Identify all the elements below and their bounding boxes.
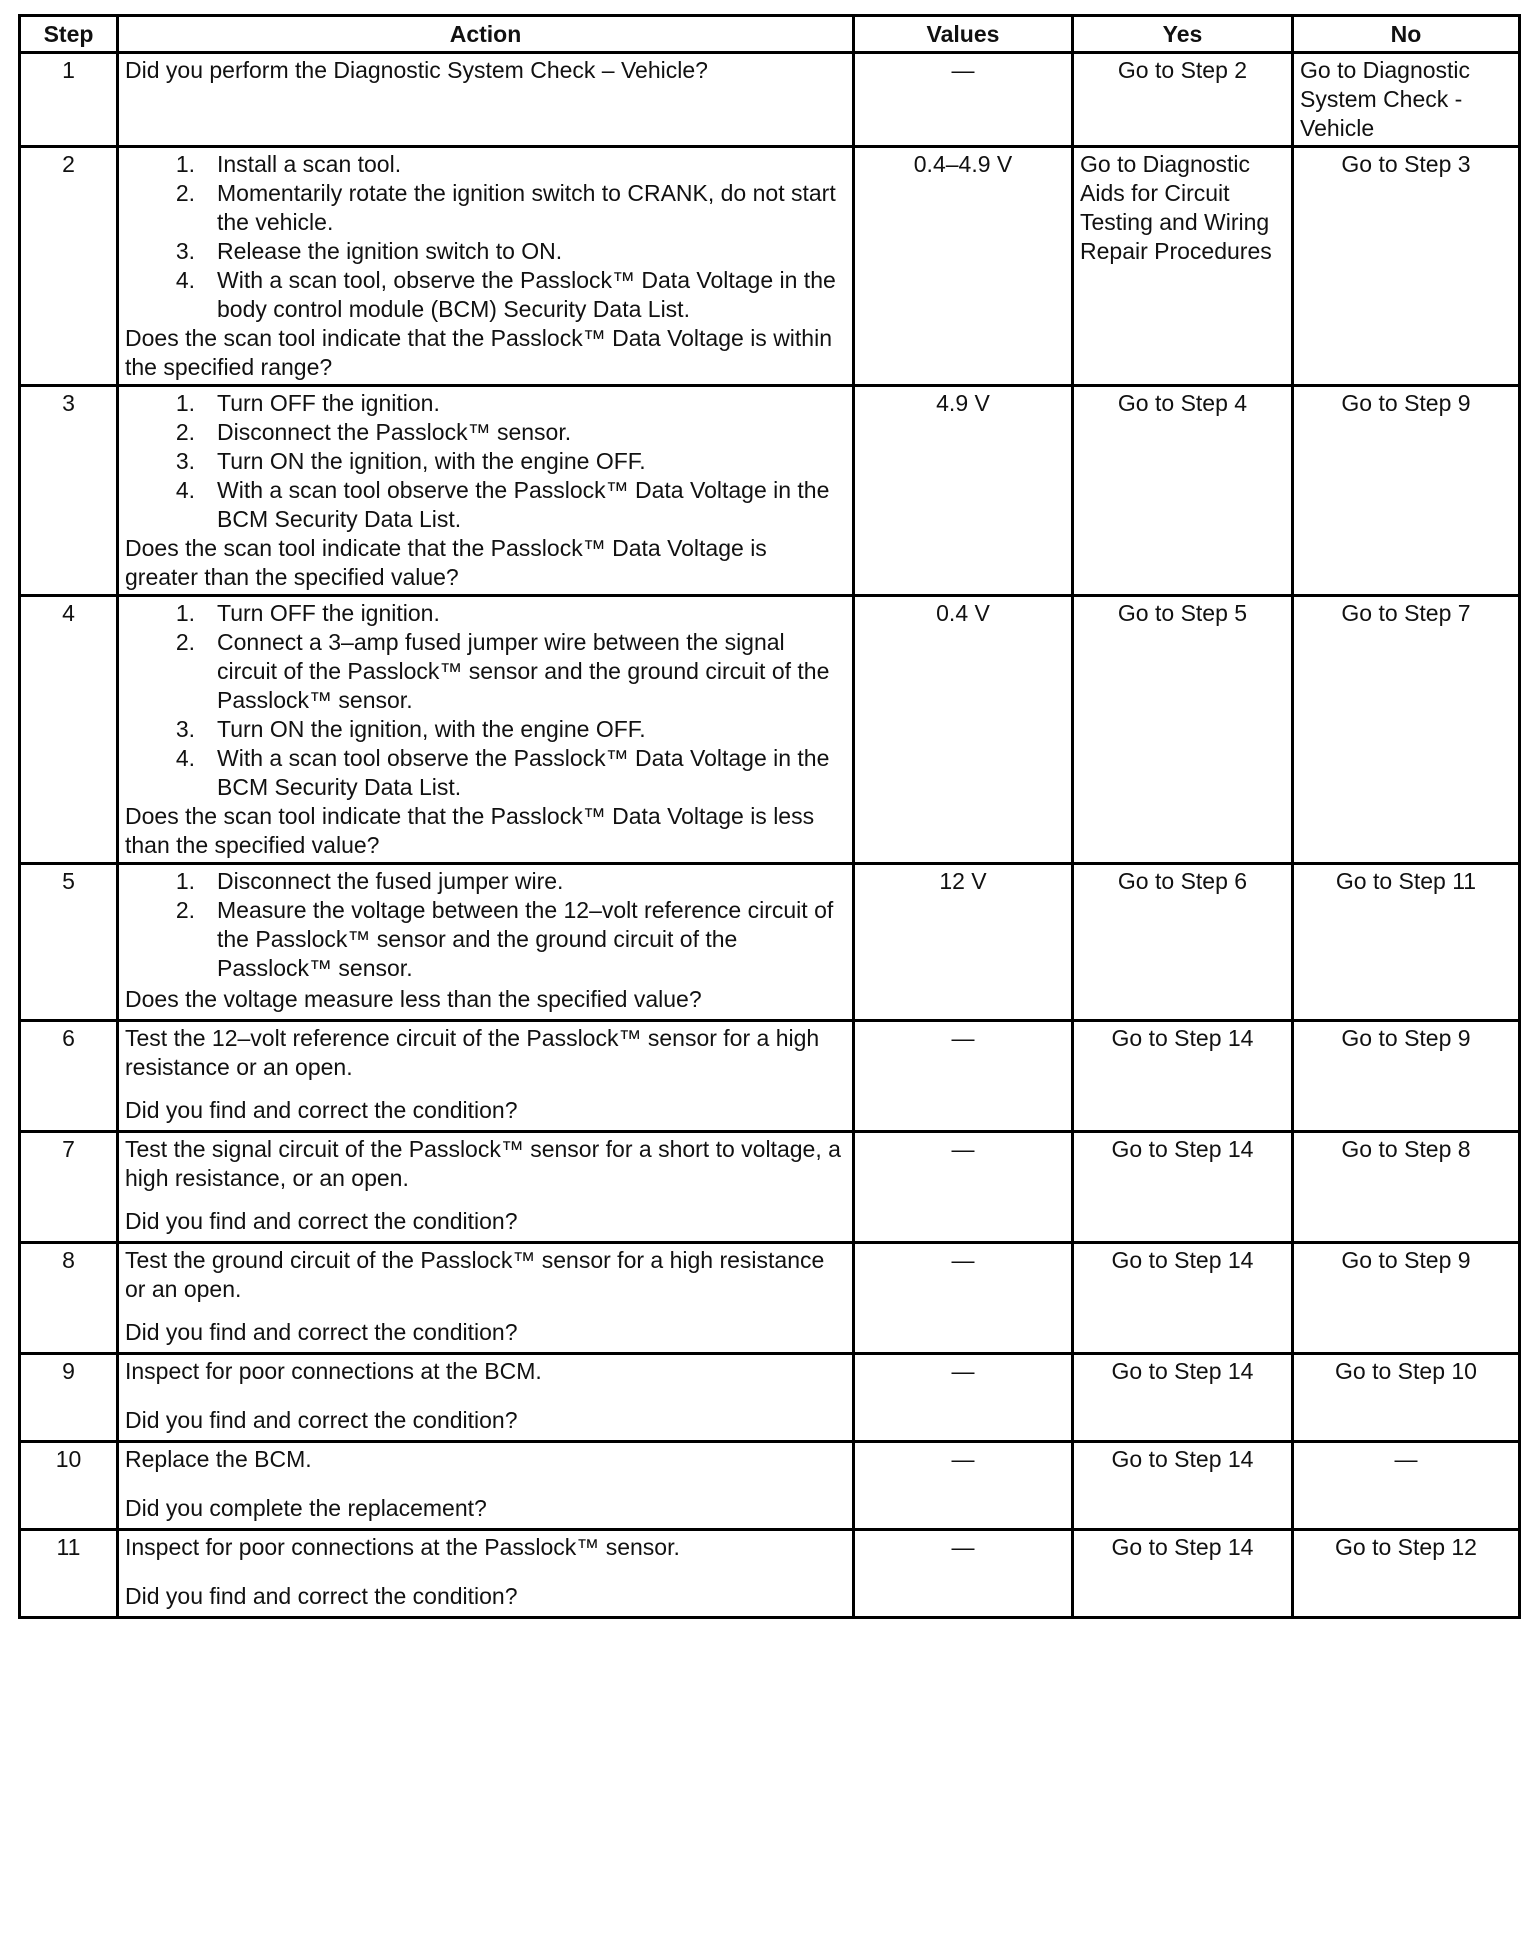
spec-value: — [854, 53, 1073, 147]
table-body [20, 53, 1520, 1618]
table-row [20, 1354, 1520, 1442]
action-question: Did you find and correct the condition? [125, 1583, 518, 1609]
no-result: Go to Step 9 [1293, 1243, 1520, 1354]
procedure-item-number: 2. [175, 419, 195, 445]
action-text: Test the 12–volt reference circuit of the Passlock™ sensor for a high resistance or an open. [125, 1025, 820, 1080]
action-text: Test the signal circuit of the Passlock™ sensor for a short to voltage, a high resistance, or an open. [125, 1136, 841, 1191]
procedure-item-text: Turn ON the ignition, with the engine OFF. [217, 448, 646, 474]
no-result: Go to Step 8 [1293, 1132, 1520, 1243]
table-row [20, 53, 1520, 147]
procedure-item [175, 476, 846, 534]
action-cell [118, 864, 854, 1021]
procedure-list [125, 389, 846, 534]
step-number: 4 [20, 596, 118, 864]
yes-result: Go to Step 14 [1073, 1243, 1293, 1354]
table-row [20, 1021, 1520, 1132]
procedure-item-text: With a scan tool, observe the Passlock™ Data Voltage in the body control module (BCM) Security Data List. [217, 267, 836, 322]
step-number: 2 [20, 147, 118, 386]
table-row [20, 386, 1520, 596]
procedure-item [175, 237, 846, 266]
procedure-item [175, 447, 846, 476]
procedure-item-text: With a scan tool observe the Passlock™ Data Voltage in the BCM Security Data List. [217, 477, 830, 532]
procedure-item-text: With a scan tool observe the Passlock™ Data Voltage in the BCM Security Data List. [217, 745, 830, 800]
procedure-item-number: 2. [175, 180, 195, 206]
yes-result: Go to Step 5 [1073, 596, 1293, 864]
action-text: Inspect for poor connections at the BCM. [125, 1358, 542, 1384]
procedure-item-text: Turn OFF the ignition. [217, 600, 440, 626]
action-cell [118, 147, 854, 386]
procedure-item-number: 3. [175, 448, 195, 474]
yes-result: Go to Step 14 [1073, 1442, 1293, 1530]
no-result: Go to Step 9 [1293, 386, 1520, 596]
action-body [125, 1357, 846, 1386]
spec-value: 12 V [854, 864, 1073, 1021]
action-body [125, 56, 846, 85]
yes-result: Go to Step 6 [1073, 864, 1293, 1021]
no-result: — [1293, 1442, 1520, 1530]
procedure-item [175, 418, 846, 447]
procedure-item [175, 744, 846, 802]
action-cell [118, 1243, 854, 1354]
action-content [125, 1357, 846, 1435]
action-cell [118, 53, 854, 147]
table-row [20, 147, 1520, 386]
action-body [125, 1024, 846, 1082]
step-number: 11 [20, 1530, 118, 1618]
action-question: Does the voltage measure less than the specified value? [125, 986, 702, 1012]
yes-result: Go to Step 2 [1073, 53, 1293, 147]
action-question: Did you complete the replacement? [125, 1495, 487, 1521]
procedure-item [175, 896, 846, 983]
action-text: Test the ground circuit of the Passlock™ sensor for a high resistance or an open. [125, 1247, 825, 1302]
spec-value: — [854, 1132, 1073, 1243]
action-body [125, 1135, 846, 1193]
action-content [125, 56, 846, 124]
procedure-item-text: Measure the voltage between the 12–volt reference circuit of the Passlock™ sensor and the ground circuit of the Passlock™ sensor. [217, 897, 834, 981]
procedure-item-number: 1. [175, 151, 195, 177]
procedure-item-number: 3. [175, 716, 195, 742]
action-content [125, 389, 846, 592]
action-body [125, 599, 846, 802]
yes-result: Go to Step 4 [1073, 386, 1293, 596]
action-cell [118, 386, 854, 596]
action-content [125, 1246, 846, 1347]
action-question: Did you find and correct the condition? [125, 1407, 518, 1433]
spec-value: 4.9 V [854, 386, 1073, 596]
action-content [125, 150, 846, 382]
procedure-list [125, 599, 846, 802]
step-number: 8 [20, 1243, 118, 1354]
no-result: Go to Step 10 [1293, 1354, 1520, 1442]
action-content [125, 867, 846, 1014]
table-row [20, 1243, 1520, 1354]
procedure-item [175, 599, 846, 628]
spec-value: — [854, 1021, 1073, 1132]
no-result: Go to Step 7 [1293, 596, 1520, 864]
procedure-item [175, 867, 846, 896]
action-content [125, 1135, 846, 1236]
step-number: 1 [20, 53, 118, 147]
procedure-item-text: Install a scan tool. [217, 151, 402, 177]
procedure-item [175, 628, 846, 715]
action-content [125, 1024, 846, 1125]
action-text: Did you perform the Diagnostic System Check – Vehicle? [125, 57, 708, 83]
action-question: Did you find and correct the condition? [125, 1319, 518, 1345]
action-cell [118, 1021, 854, 1132]
action-question: Does the scan tool indicate that the Passlock™ Data Voltage is greater than the specified value? [125, 535, 767, 590]
step-number: 10 [20, 1442, 118, 1530]
action-question: Does the scan tool indicate that the Passlock™ Data Voltage is within the specified range? [125, 325, 833, 380]
procedure-list [125, 150, 846, 324]
procedure-item-number: 4. [175, 745, 195, 771]
procedure-item-number: 1. [175, 390, 195, 416]
procedure-list [125, 867, 846, 983]
procedure-item-text: Disconnect the Passlock™ sensor. [217, 419, 572, 445]
step-number: 3 [20, 386, 118, 596]
yes-result: Go to Step 14 [1073, 1530, 1293, 1618]
step-number: 5 [20, 864, 118, 1021]
header-values: Values [854, 16, 1073, 53]
procedure-item [175, 389, 846, 418]
spec-value: 0.4–4.9 V [854, 147, 1073, 386]
no-result: Go to Step 12 [1293, 1530, 1520, 1618]
procedure-item-text: Turn OFF the ignition. [217, 390, 440, 416]
action-cell [118, 596, 854, 864]
action-cell [118, 1132, 854, 1243]
procedure-item-number: 4. [175, 267, 195, 293]
step-number: 7 [20, 1132, 118, 1243]
procedure-item-text: Disconnect the fused jumper wire. [217, 868, 564, 894]
procedure-item-number: 3. [175, 238, 195, 264]
procedure-item [175, 266, 846, 324]
diagnostic-table [18, 14, 1521, 1619]
procedure-item-number: 1. [175, 600, 195, 626]
table-row [20, 864, 1520, 1021]
action-cell [118, 1442, 854, 1530]
no-result: Go to Step 3 [1293, 147, 1520, 386]
procedure-item-number: 1. [175, 868, 195, 894]
no-result: Go to Diagnostic System Check - Vehicle [1293, 53, 1520, 147]
spec-value: — [854, 1243, 1073, 1354]
yes-result: Go to Step 14 [1073, 1021, 1293, 1132]
procedure-item-number: 2. [175, 629, 195, 655]
step-number: 6 [20, 1021, 118, 1132]
procedure-item [175, 179, 846, 237]
action-content [125, 1533, 846, 1611]
action-content [125, 1445, 846, 1523]
procedure-item-number: 4. [175, 477, 195, 503]
spec-value: 0.4 V [854, 596, 1073, 864]
yes-result: Go to Diagnostic Aids for Circuit Testing and Wiring Repair Procedures [1073, 147, 1293, 386]
procedure-item-text: Momentarily rotate the ignition switch to CRANK, do not start the vehicle. [217, 180, 836, 235]
action-body [125, 1445, 846, 1474]
header-row [20, 16, 1520, 53]
no-result: Go to Step 9 [1293, 1021, 1520, 1132]
yes-result: Go to Step 14 [1073, 1132, 1293, 1243]
step-number: 9 [20, 1354, 118, 1442]
action-content [125, 599, 846, 860]
table-row [20, 1132, 1520, 1243]
yes-result: Go to Step 14 [1073, 1354, 1293, 1442]
table-row [20, 596, 1520, 864]
header-action: Action [118, 16, 854, 53]
spec-value: — [854, 1442, 1073, 1530]
header-step: Step [20, 16, 118, 53]
procedure-item [175, 715, 846, 744]
no-result: Go to Step 11 [1293, 864, 1520, 1021]
action-body [125, 1533, 846, 1562]
action-body [125, 150, 846, 324]
action-text: Inspect for poor connections at the Passlock™ sensor. [125, 1534, 680, 1560]
header-yes: Yes [1073, 16, 1293, 53]
action-question: Did you find and correct the condition? [125, 1097, 518, 1123]
procedure-item [175, 150, 846, 179]
spec-value: — [854, 1354, 1073, 1442]
table-row [20, 1530, 1520, 1618]
procedure-item-text: Release the ignition switch to ON. [217, 238, 563, 264]
action-text: Replace the BCM. [125, 1446, 312, 1472]
action-body [125, 1246, 846, 1304]
spec-value: — [854, 1530, 1073, 1618]
action-question: Did you find and correct the condition? [125, 1208, 518, 1234]
header-no: No [1293, 16, 1520, 53]
procedure-item-text: Turn ON the ignition, with the engine OFF. [217, 716, 646, 742]
procedure-item-text: Connect a 3–amp fused jumper wire between the signal circuit of the Passlock™ sensor and the ground circuit of the Passlock™ sensor. [217, 629, 830, 713]
table-row [20, 1442, 1520, 1530]
action-body [125, 867, 846, 983]
procedure-item-number: 2. [175, 897, 195, 923]
action-cell [118, 1354, 854, 1442]
action-body [125, 389, 846, 534]
action-question: Does the scan tool indicate that the Passlock™ Data Voltage is less than the specified value? [125, 803, 815, 858]
action-cell [118, 1530, 854, 1618]
